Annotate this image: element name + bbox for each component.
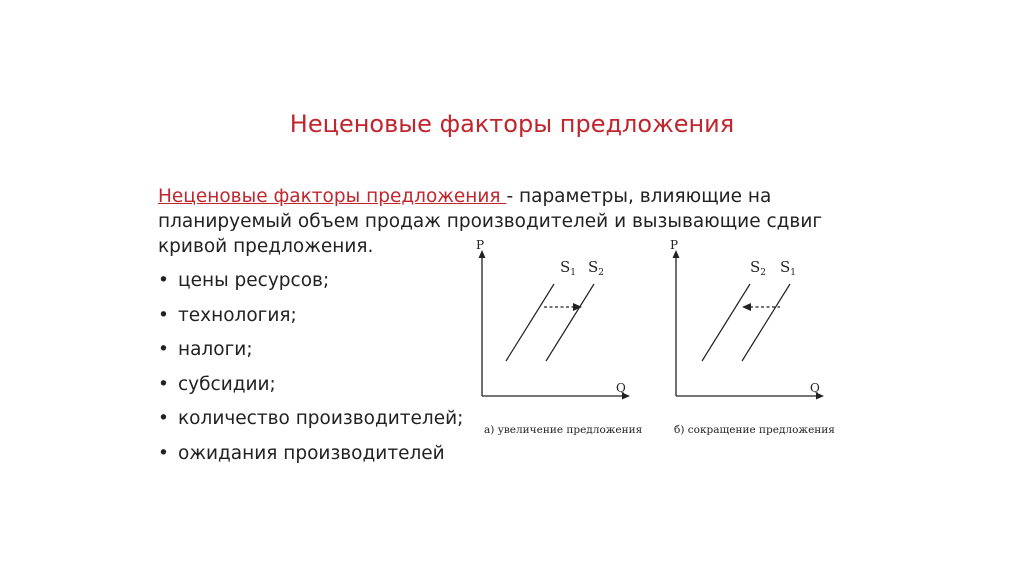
supply-increase-graph-svg bbox=[466, 236, 666, 446]
definition-term: Неценовые факторы предложения bbox=[158, 186, 507, 207]
supply-curve-right bbox=[546, 284, 594, 361]
graph-caption: б) сокращение предложения bbox=[674, 424, 835, 436]
y-axis-label: P bbox=[476, 238, 485, 252]
bullet-icon: • bbox=[158, 304, 169, 326]
list-item bbox=[158, 337, 488, 372]
list-item-text: технология; bbox=[178, 304, 297, 326]
bullet-icon: • bbox=[158, 270, 169, 291]
x-axis-label: Q bbox=[616, 381, 626, 395]
curve-label-left: $S_1$ bbox=[560, 258, 577, 278]
curve-label-left: $S_2$ bbox=[750, 258, 767, 278]
list-item-text: налоги; bbox=[178, 339, 253, 360]
list-item bbox=[158, 303, 488, 338]
definition-text: - параметры, влияющие на планируемый объем продаж производителей и вызывающие сдвиг кривой предложения. bbox=[158, 186, 823, 257]
supply-curve-left bbox=[506, 284, 554, 361]
curve-label-right: $S_1$ bbox=[780, 258, 797, 278]
supply-curve-right bbox=[742, 284, 790, 361]
factors-list bbox=[158, 268, 488, 475]
bullet-icon: • bbox=[158, 408, 169, 429]
x-axis-label: Q bbox=[810, 381, 820, 395]
curve-label-right: $S_2$ bbox=[588, 258, 605, 278]
supply-decrease-graph bbox=[660, 236, 860, 446]
supply-curve-left bbox=[702, 284, 750, 361]
list-item-text: цены ресурсов; bbox=[178, 270, 330, 291]
supply-increase-graph bbox=[466, 236, 666, 446]
arrow-left-icon bbox=[742, 303, 751, 311]
list-item-text: количество производителей; bbox=[178, 408, 464, 429]
graph-caption: а) увеличение предложения bbox=[484, 424, 643, 436]
bullet-icon: • bbox=[158, 339, 169, 360]
list-item bbox=[158, 372, 488, 407]
list-item bbox=[158, 268, 488, 303]
slide-title: Неценовые факторы предложения bbox=[289, 110, 735, 138]
list-item-text: ожидания производителей bbox=[178, 442, 445, 464]
list-item-text: субсидии; bbox=[178, 373, 276, 395]
bullet-icon: • bbox=[158, 373, 169, 395]
bullet-icon: • bbox=[158, 442, 169, 464]
list-item bbox=[158, 441, 488, 476]
supply-decrease-graph-svg bbox=[660, 236, 860, 446]
list-item bbox=[158, 406, 488, 441]
y-axis-label: P bbox=[670, 238, 679, 252]
